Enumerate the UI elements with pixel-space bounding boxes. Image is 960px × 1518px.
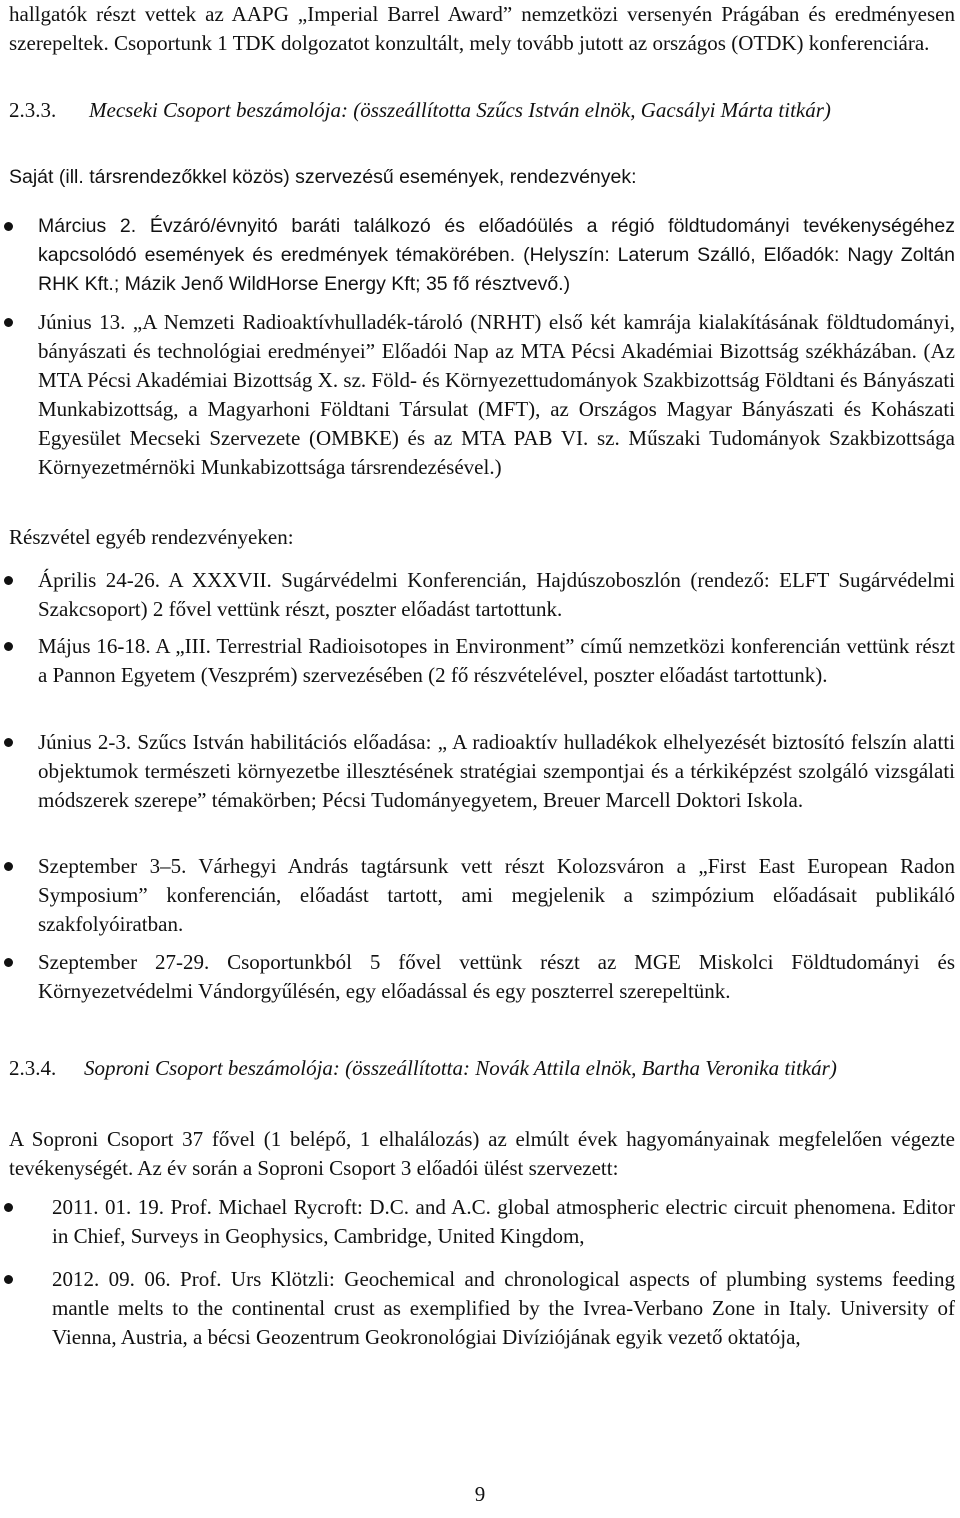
list-item xyxy=(0,728,955,846)
bullet-icon xyxy=(4,318,13,327)
section-number: 2.3.3. xyxy=(9,98,57,122)
list-item-text: Szeptember 3–5. Várhegyi András tagtársunk vett részt Kolozsváron a „First East European Radon Symposium” konferencián, előadást tartott, ami megjelenik a szimpózium előadásait publikáló szakfolyóiratban. xyxy=(38,854,955,936)
bullet-icon xyxy=(4,738,13,747)
section-title: Soproni Csoport beszámolója: (összeállította: Novák Attila elnök, Bartha Veronika titkár) xyxy=(84,1056,837,1080)
list-item-text: Május 16-18. A „III. Terrestrial Radioisotopes in Environment” című nemzetközi konferencián vettünk részt a Pannon Egyetem (Veszprém) szervezésében (2 fő részvételével, poszter előadást tartottunk). xyxy=(38,634,955,687)
section-heading-2-3-4 xyxy=(9,1054,955,1112)
bullet-icon xyxy=(4,862,13,871)
list-item xyxy=(0,1193,955,1253)
section-number: 2.3.4. xyxy=(9,1056,57,1080)
list-item-text: 2012. 09. 06. Prof. Urs Klötzli: Geochemical and chronological aspects of plumbing systems feeding mantle melts to the continental crust as exemplified by the Ivrea-Verbano Zone in Italy. University of Vienna, Austria, a bécsi Geozentrum Geokronológiai Divíziójának egyik vezető oktatója, xyxy=(52,1267,955,1349)
page-number: 9 xyxy=(474,1482,486,1506)
section-title: Mecseki Csoport beszámolója: (összeállította Szűcs István elnök, Gacsályi Márta titkár) xyxy=(89,98,831,122)
own-events-heading: Saját (ill. társrendezőkkel közös) szervezésű események, rendezvények: xyxy=(9,166,637,188)
bullet-icon xyxy=(4,1203,13,1212)
list-item xyxy=(0,852,955,942)
bullet-icon xyxy=(4,1275,13,1284)
list-item-text: Június 13. „A Nemzeti Radioaktívhulladék-tároló (NRHT) első két kamrája kialakításának földtudományi, bányászati és technológiai eredményei” Előadói Nap az MTA Pécsi Akadémiai Bizottság székházában. (Az MTA Pécsi Akadémiai Bizottság X. sz. Föld- és Környezettudományok Szakbizottság Földtani és Bányászati Munkabizottság, a Magyarhoni Földtani Társulat (MFT), az Országos Magyar Bányászati és Kohászati Egyesület Mecseki Szervezete (OMBKE) és az MTA PAB VI. sz. Műszaki Tudományok Szakbizottsága Környezetmérnöki Munkabizottsága társrendezésével.) xyxy=(38,310,955,479)
list-item xyxy=(0,212,955,302)
list-item xyxy=(0,308,955,518)
list-item-text: Március 2. Évzáró/évnyitó baráti találkozó és előadóülés a régió földtudományi tevékenységéhez kapcsolódó események és eredmények témakörében. (Helyszín: Laterum Szálló, Előadók: Nagy Zoltán RHK Kft.; Mázik Jenő WildHorse Energy Kft; 35 fő résztvevő.) xyxy=(38,215,955,295)
bullet-icon xyxy=(4,576,13,585)
list-item xyxy=(0,632,955,722)
bullet-icon xyxy=(4,222,13,231)
bullet-icon xyxy=(4,958,13,967)
list-item-text: Április 24-26. A XXXVII. Sugárvédelmi Konferencián, Hajdúszoboszlón (rendező: ELFT Sugárvédelmi Szakcsoport) 2 fővel vettünk részt, poszter előadást tartottunk. xyxy=(38,568,955,621)
bullet-icon xyxy=(4,642,13,651)
intro-paragraph: hallgatók részt vettek az AAPG „Imperial Barrel Award” nemzetközi versenyén Prágában és eredményesen szerepeltek. Csoportunk 1 TDK dolgozatot konzultált, mely tovább jutott az országos (OTDK) konferenciára. xyxy=(9,2,955,55)
section-heading-2-3-3 xyxy=(9,96,955,154)
other-events-heading: Részvétel egyéb rendezvényeken: xyxy=(9,525,294,549)
list-item-text: Június 2-3. Szűcs István habilitációs előadása: „ A radioaktív hulladékok elhelyezését biztosító felszín alatti objektumok természeti környezetbe illesztésének stratégiai szempontjai és a térkiképzést szolgáló vizsgálati módszerek szerepe” témakörben; Pécsi Tudományegyetem, Breuer Marcell Doktori Iskola. xyxy=(38,730,955,812)
list-item-text: Szeptember 27-29. Csoportunkból 5 fővel vettünk részt az MGE Miskolci Földtudományi és Környezetvédelmi Vándorgyűlésén, egy előadással és egy poszterrel szerepeltünk. xyxy=(38,950,955,1003)
sopron-intro-paragraph: A Soproni Csoport 37 fővel (1 belépő, 1 elhalálozás) az elmúlt évek hagyományainak megfelelően végezte tevékenységét. Az év során a Soproni Csoport 3 előadói ülést szervezett: xyxy=(9,1127,955,1180)
list-item-text: 2011. 01. 19. Prof. Michael Rycroft: D.C. and A.C. global atmospheric electric circuit phenomena. Editor in Chief, Surveys in Geophysics, Cambridge, United Kingdom, xyxy=(52,1195,955,1248)
list-item xyxy=(0,948,955,1008)
list-item xyxy=(0,566,955,626)
list-item xyxy=(0,1265,955,1385)
